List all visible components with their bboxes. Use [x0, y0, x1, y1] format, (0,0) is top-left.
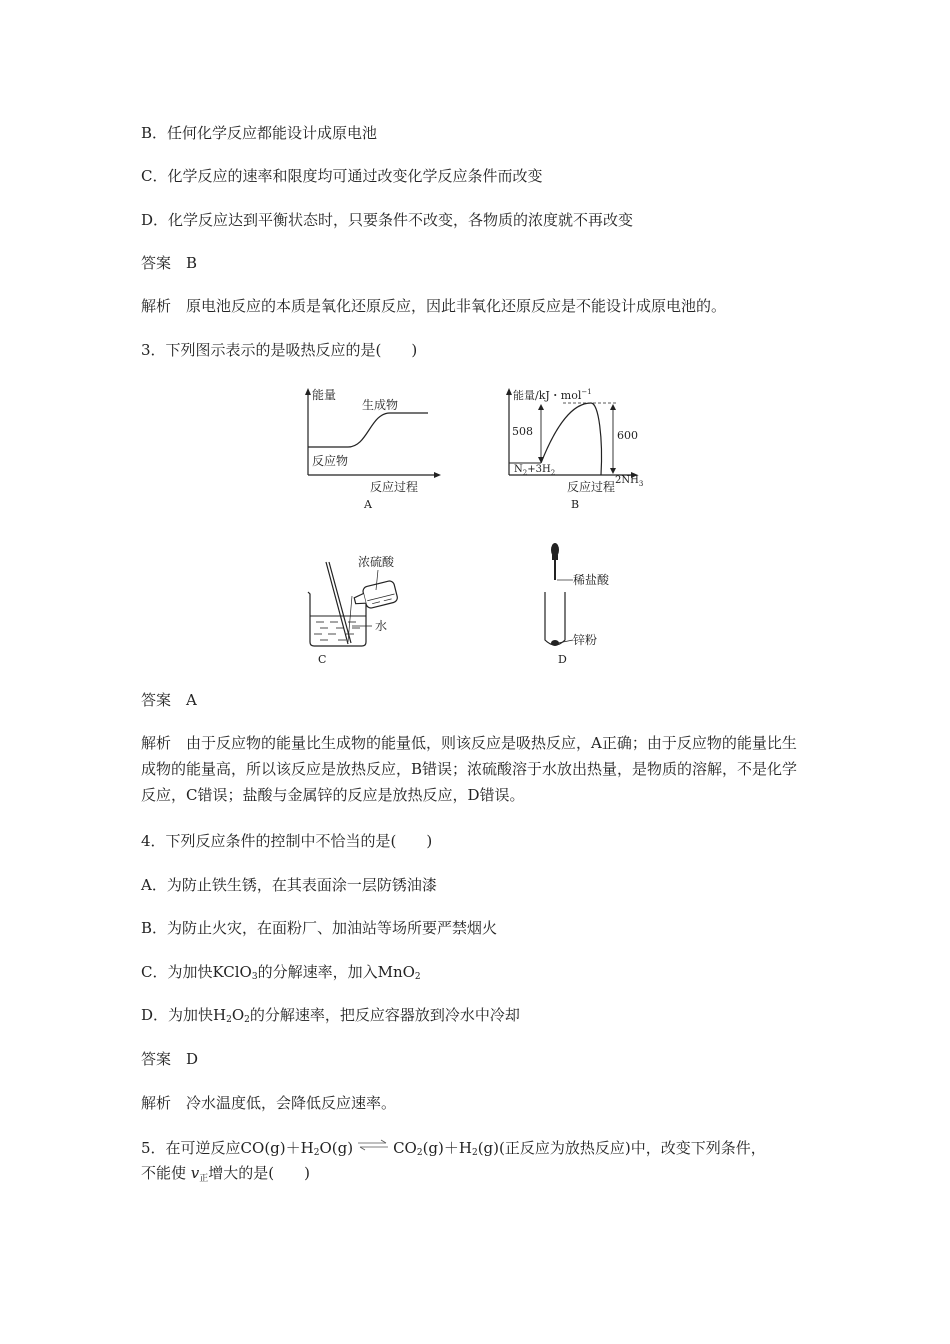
q4-option-d-post: 的分解速率，把反应容器放到冷水中冷却 — [249, 1006, 520, 1024]
svg-text:2NH3 — [615, 475, 643, 488]
q4-option-d-mid: O — [231, 1006, 245, 1024]
q5-part4: (g)＋H — [422, 1139, 472, 1157]
figure-a-xlabel: 反应过程 — [370, 480, 419, 494]
q2-answer: 答案 B — [141, 254, 198, 272]
q5-stem-line1 — [141, 1137, 766, 1163]
svg-text:能量/kJ・mol−1 — [513, 388, 592, 402]
q4-option-d-pre: D．为加快H — [141, 1006, 227, 1024]
figure-b-value-508: 508 — [512, 425, 533, 438]
q5-velocity-symbol: v — [190, 1164, 200, 1182]
figure-d-zinc-label: 锌粉 — [573, 633, 598, 647]
figure-b-xlabel: 反应过程 — [567, 480, 616, 494]
figure-b-reactant-h-sub: 2 — [550, 469, 556, 477]
q4-option-d — [141, 1005, 520, 1030]
q3-stem: 3．下列图示表示的是吸热反应的是( ) — [141, 341, 418, 359]
figure-a-product-label: 生成物 — [362, 398, 399, 412]
figure-c-caption: C — [318, 653, 327, 666]
q4-option-b: B．为防止火灾，在面粉厂、加油站等场所要严禁烟火 — [141, 919, 498, 937]
q2-option-d: D．化学反应达到平衡状态时，只要条件不改变，各物质的浓度就不再改变 — [141, 211, 634, 229]
figure-b-value-600: 600 — [617, 429, 638, 442]
q2-option-b: B．任何化学反应都能设计成原电池 — [141, 124, 378, 142]
figure-b-ylabel-exponent: −1 — [581, 388, 592, 396]
figure-d-acid-label: 稀盐酸 — [573, 573, 610, 587]
q5-part1: 5．在可逆反应CO(g)＋H — [141, 1139, 314, 1157]
q5-line2-pre: 不能使 — [141, 1164, 187, 1182]
q5-part5: (g)(正反应为放热反应)中，改变下列条件， — [477, 1139, 766, 1157]
figure-a-reactant-label: 反应物 — [312, 454, 349, 468]
q5-part2: O(g) — [319, 1139, 354, 1157]
figure-b-caption: B — [571, 498, 580, 511]
figure-b-reactant-h: +3H — [527, 464, 551, 475]
q5-line2-post: 增大的是( ) — [208, 1164, 311, 1182]
q5-part3: CO — [393, 1139, 417, 1157]
figure-c-water-label: 水 — [375, 619, 388, 633]
figure-a-caption: A — [364, 498, 372, 511]
q4-option-d-sub1: 2 — [226, 1015, 232, 1025]
figure-a — [290, 385, 450, 515]
figure-c-acid-label: 浓硫酸 — [358, 555, 395, 569]
q4-answer: 答案 D — [141, 1050, 199, 1068]
q5-part3-sub: 2 — [416, 1148, 423, 1158]
figure-b-product: 2NH — [615, 475, 639, 486]
q4-option-c-sub2: 2 — [414, 972, 421, 982]
q4-option-a: A．为防止铁生锈，在其表面涂一层防锈油漆 — [141, 876, 437, 894]
q4-option-c-pre: C．为加快KClO — [141, 963, 252, 981]
figure-d — [535, 540, 635, 670]
q4-option-d-sub2: 2 — [244, 1015, 250, 1025]
figure-b — [505, 385, 665, 515]
q4-option-c-sub: 3 — [251, 972, 258, 982]
q2-analysis: 解析 原电池反应的本质是氧化还原反应，因此非氧化还原反应是不能设计成原电池的。 — [141, 297, 727, 315]
figure-d-caption: D — [558, 653, 567, 666]
q4-option-c-post: 的分解速率，加入MnO — [257, 963, 415, 981]
q3-analysis: 解析 由于反应物的能量比生成物的能量低，则该反应是吸热反应，A正确；由于反应物的能量比生成物的能量高，所以该反应是放热反应，B错误；浓硫酸溶于水放出热量，是物质的溶解，不是化学反应，C错误；盐酸与金属锌的反应是放热反应，D错误。 — [141, 734, 798, 804]
q4-analysis: 解析 冷水温度低，会降低反应速率。 — [141, 1094, 397, 1112]
q3-answer: 答案 A — [141, 691, 197, 709]
q5-stem-line2 — [141, 1163, 310, 1186]
q5-part4-sub: 2 — [471, 1148, 478, 1158]
q2-option-c: C．化学反应的速率和限度均可通过改变化学反应条件而改变 — [141, 167, 543, 185]
q4-option-c — [141, 962, 421, 987]
reversible-arrow-icon — [353, 1137, 393, 1158]
figure-b-reactant-n: N — [514, 464, 523, 475]
figure-a-ylabel: 能量 — [312, 388, 337, 402]
figure-c — [300, 550, 430, 670]
figure-b-ylabel: 能量/kJ・mol — [513, 389, 582, 402]
q4-stem: 4．下列反应条件的控制中不恰当的是( ) — [141, 832, 433, 850]
q5-velocity-subscript: 正 — [199, 1174, 209, 1184]
figure-b-product-sub: 3 — [638, 480, 644, 488]
q5-part1-sub: 2 — [313, 1148, 320, 1158]
figure-b-reactant-n-sub: 2 — [522, 469, 528, 477]
